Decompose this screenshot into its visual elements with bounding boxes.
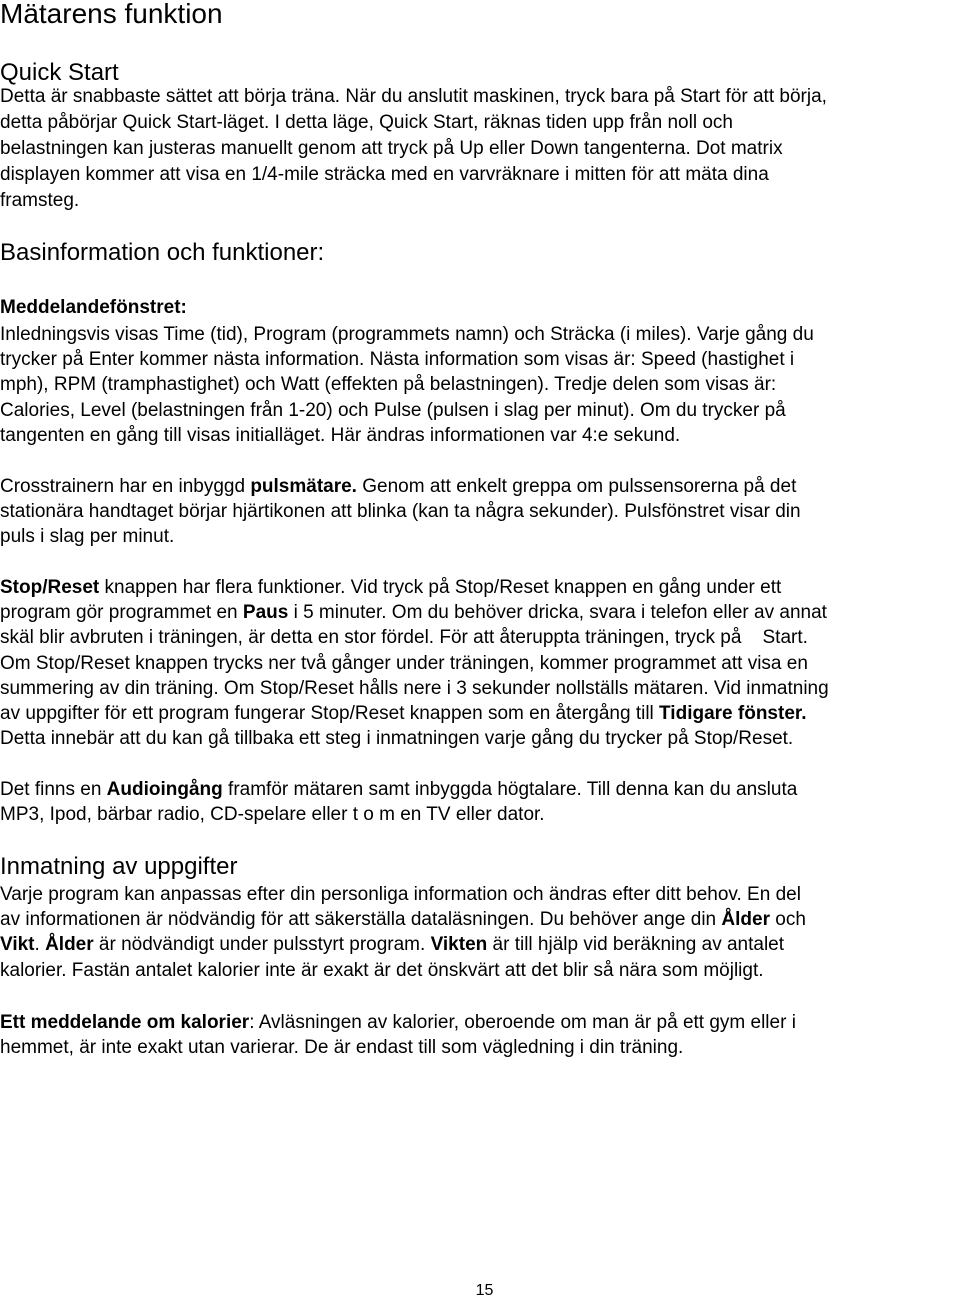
- text-run: av uppgifter för ett program fungerar Stop/Reset knappen som en återgång till: [0, 703, 660, 725]
- text-line: Detta är snabbaste sättet att börja träna. När du anslutit maskinen, tryck bara på Start för att börja,: [0, 86, 827, 107]
- message-window-paragraph: [0, 322, 960, 448]
- bold-term-alder: Ålder: [45, 934, 94, 956]
- text-run: och: [769, 909, 806, 931]
- bold-term-stop-reset: Stop/Reset: [0, 577, 100, 598]
- text-line: puls i slag per minut.: [0, 526, 175, 548]
- text-line: [0, 907, 960, 932]
- text-run: .: [34, 934, 46, 956]
- text-line: [0, 1010, 960, 1035]
- text-run: är till hjälp vid beräkning av antalet: [487, 934, 785, 956]
- bold-term-vikt: Vikt: [0, 934, 35, 956]
- text-line: [0, 932, 960, 957]
- text-line: [0, 474, 960, 499]
- text-line: Inledningsvis visas Time (tid), Program (programmets namn) och Sträcka (i miles). Varje gång du: [0, 324, 814, 345]
- text-run: knappen har flera funktioner. Vid tryck på Stop/Reset knappen en gång under ett: [99, 577, 782, 598]
- text-line: Detta innebär att du kan gå tillbaka ett steg i inmatningen varje gång du trycker på Stop/Reset.: [0, 728, 794, 750]
- bold-term-audioingang: Audioingång: [106, 779, 223, 800]
- pulse-paragraph: [0, 474, 960, 550]
- text-line: Om Stop/Reset knappen trycks ner två gånger under träningen, kommer programmet att visa en: [0, 652, 808, 674]
- text-run: är nödvändigt under pulsstyrt program.: [93, 934, 431, 956]
- text-run: program gör programmet en: [0, 602, 243, 624]
- text-line: [0, 777, 960, 802]
- text-line: detta påbörjar Quick Start-läget. I detta läge, Quick Start, räknas tiden upp från noll och: [0, 112, 733, 133]
- inmatning-paragraph: [0, 882, 960, 983]
- text-line: mph), RPM (tramphastighet) och Watt (effekten på belastningen). Tredje delen som visas är:: [0, 374, 777, 396]
- text-run: Det finns en: [0, 779, 107, 800]
- text-line: kalorier. Fastän antalet kalorier inte är exakt är det önskvärt att det blir så nära som möjligt.: [0, 959, 764, 981]
- page-title: Mätarens funktion: [0, 0, 223, 29]
- text-line: belastningen kan justeras manuellt genom att tryck på Up eller Down tangenterna. Dot matrix: [0, 138, 783, 159]
- quick-start-paragraph: [0, 84, 960, 214]
- text-line: [0, 600, 960, 625]
- bold-term-paus: Paus: [242, 602, 289, 624]
- calorie-note-paragraph: [0, 1010, 960, 1060]
- text-line: Calories, Level (belastningen från 1-20) och Pulse (pulsen i slag per minut). Om du trycker på: [0, 399, 786, 421]
- text-run: i 5 minuter. Om du behöver dricka, svara i telefon eller av annat: [288, 602, 827, 624]
- text-run: Genom att enkelt greppa om pulssensorerna på det: [356, 476, 797, 497]
- text-line: framsteg.: [0, 190, 80, 211]
- text-run: framför mätaren samt inbyggda högtalare. Till denna kan du ansluta: [222, 779, 798, 800]
- text-line: trycker på Enter kommer nästa information. Nästa information som visas är: Speed (hastighet i: [0, 349, 795, 371]
- text-line: summering av din träning. Om Stop/Reset hålls nere i 3 sekunder nollställs mätaren. Vid inmatning: [0, 677, 829, 699]
- bold-term-pulsmatare: pulsmätare.: [250, 476, 357, 497]
- text-run: : Avläsningen av kalorier, oberoende om man är på ett gym eller i: [249, 1012, 796, 1033]
- message-window-subheading: Meddelandefönstret:: [0, 297, 187, 318]
- page-number: 15: [475, 1282, 494, 1299]
- bold-term-alder: Ålder: [721, 909, 770, 931]
- bold-term-vikten: Vikten: [430, 934, 488, 956]
- bold-term-tidigare-fonster: Tidigare fönster.: [659, 703, 807, 725]
- bold-term-calorie-note: Ett meddelande om kalorier: [0, 1012, 250, 1033]
- audio-paragraph: [0, 777, 960, 827]
- inmatning-heading: Inmatning av uppgifter: [0, 853, 238, 880]
- stop-reset-paragraph: [0, 575, 960, 751]
- quick-start-heading: Quick Start: [0, 59, 119, 86]
- text-line: MP3, Ipod, bärbar radio, CD-spelare eller t o m en TV eller dator.: [0, 804, 545, 826]
- text-line: hemmet, är inte exakt utan varierar. De är endast till som vägledning i din träning.: [0, 1037, 684, 1059]
- text-run: av informationen är nödvändig för att säkerställa dataläsningen. Du behöver ange din: [0, 909, 722, 931]
- text-run: Crosstrainern har en inbyggd: [0, 476, 251, 497]
- text-line: [0, 575, 960, 600]
- basinfo-heading: Basinformation och funktioner:: [0, 239, 325, 266]
- text-line: skäl blir avbruten i träningen, är detta en stor fördel. För att återuppta träningen, tryck på Start.: [0, 627, 808, 649]
- text-line: tangenten en gång till visas initialläget. Här ändras informationen var 4:e sekund.: [0, 424, 681, 446]
- text-line: stationära handtaget börjar hjärtikonen att blinka (kan ta några sekunder). Pulsfönstret visar din: [0, 501, 801, 523]
- text-line: displayen kommer att visa en 1/4-mile sträcka med en varvräknare i mitten för att mäta dina: [0, 164, 769, 185]
- text-line: Varje program kan anpassas efter din personliga information och ändras efter ditt behov. En del: [0, 884, 801, 905]
- text-line: [0, 701, 960, 726]
